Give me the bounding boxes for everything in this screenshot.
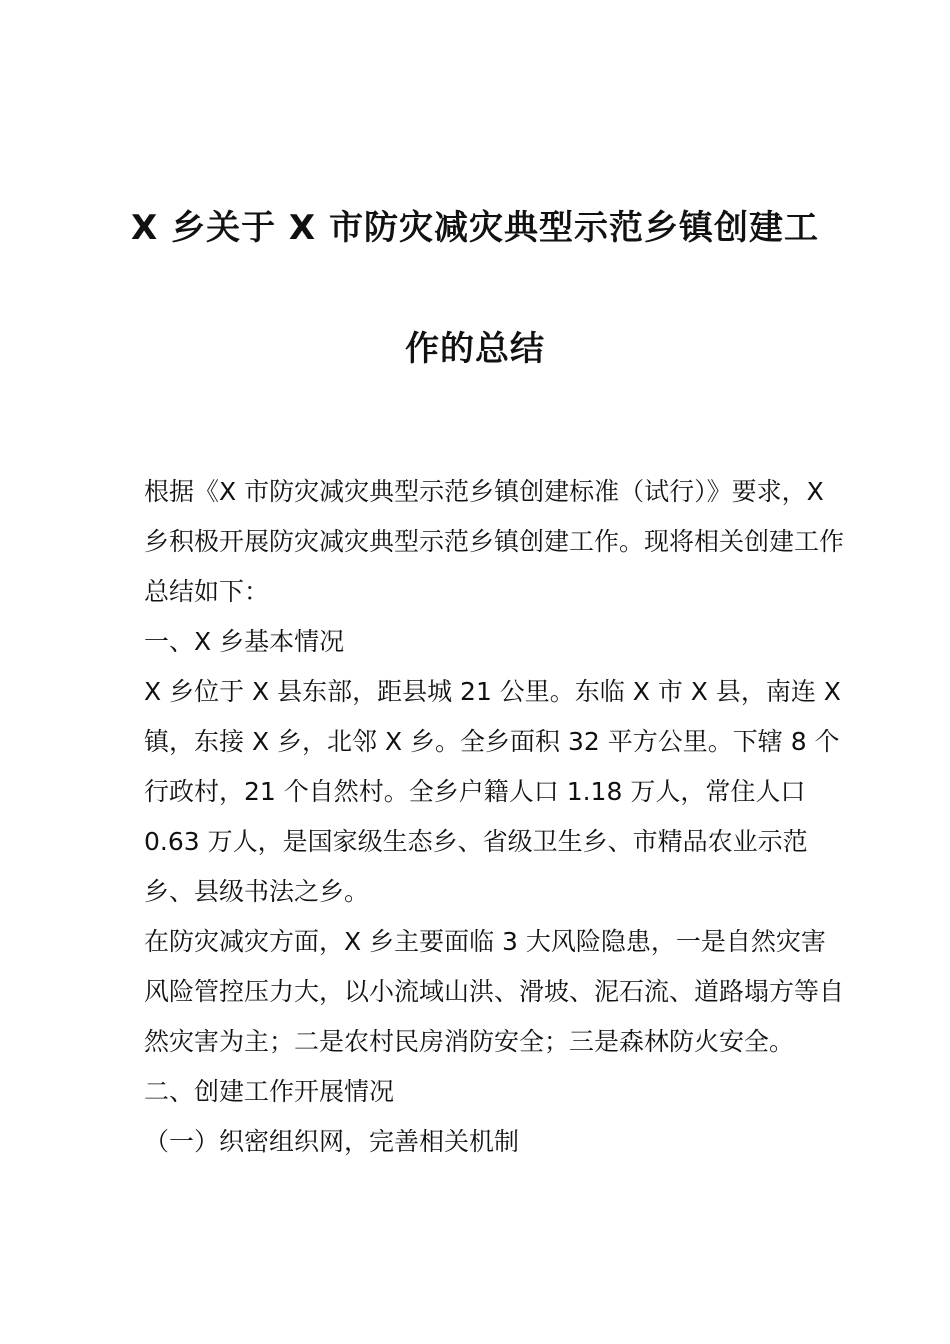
intro-paragraph: 根据《X 市防灾减灾典型示范乡镇创建标准（试行）》要求，X 乡积极开展防灾减灾典型示范乡镇创建工作。现将相关创建工作总结如下： xyxy=(144,477,845,606)
document-title-line-1: X 乡关于 X 市防灾减灾典型示范乡镇创建工 xyxy=(131,208,819,248)
risk-paragraph: 在防灾减灾方面，X 乡主要面临 3 大风险隐患，一是自然灾害风险管控压力大，以小流域山洪、滑坡、泥石流、道路塌方等自然灾害为主；二是农村民房消防安全；三是森林防火安全。 xyxy=(144,927,845,1056)
section-heading-basic-info: 一、X 乡基本情况 xyxy=(144,627,345,656)
document-title-line-2: 作的总结 xyxy=(405,329,545,369)
section-heading-work: 二、创建工作开展情况 xyxy=(144,1077,395,1106)
subsection-heading-1: （一）织密组织网，完善相关机制 xyxy=(144,1127,520,1156)
basic-info-paragraph: X 乡位于 X 县东部，距县城 21 公里。东临 X 市 X 县，南连 X 镇，东接 X 乡，北邻 X 乡。全乡面积 32 平方公里。下辖 8 个行政村，21 个自然村。全乡户籍人口 1.18 万人，常住人口 0.63 万人，是国家级生态乡、省级卫生乡、市精品农业示范乡、县级书法之乡。 xyxy=(144,677,841,906)
document-body xyxy=(144,467,844,1167)
